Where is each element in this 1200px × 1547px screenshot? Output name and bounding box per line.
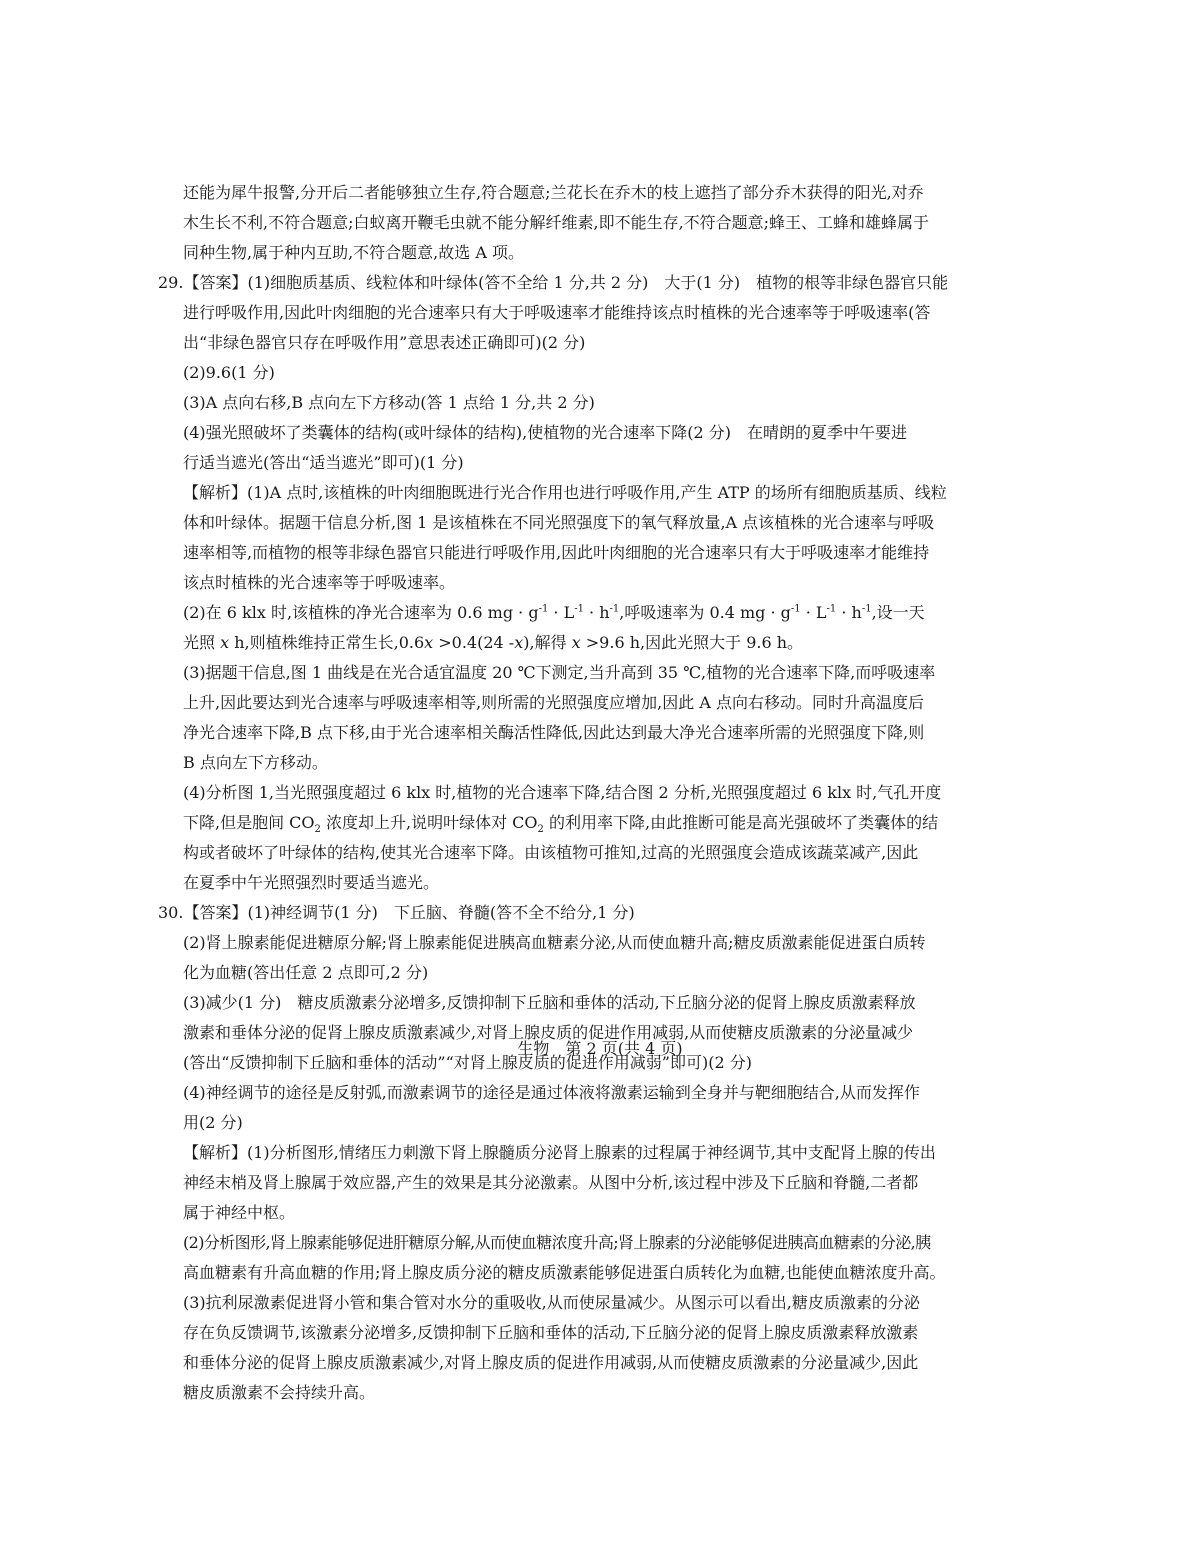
page-footer: 生物 第 2 页(共 4 页) [517, 1039, 683, 1058]
q29-answer-line: (3)A 点向右移,B 点向左下方移动(答 1 点给 1 分,共 2 分) [183, 393, 595, 412]
q30-analysis-line: 神经末梢及肾上腺属于效应器,产生的效果是其分泌激素。从图中分析,该过程中涉及下丘脑和脊髓,二者都 [183, 1173, 919, 1192]
variable-x: x [220, 633, 230, 652]
q30-answer-line: 激素和垂体分泌的促肾上腺皮质激素减少,对肾上腺皮质的促进作用减弱,从而使糖皮质激素的分泌量减少 [183, 1023, 914, 1042]
text-run: ),解得 [523, 633, 572, 652]
text-run: · h [583, 603, 610, 622]
q30-analysis-line: 【解析】(1)分析图形,情绪压力刺激下肾上腺髓质分泌肾上腺素的过程属于神经调节,其中支配肾上腺的传出 [183, 1143, 936, 1162]
q30-answer-line: 用(2 分) [183, 1113, 243, 1132]
q29-answer-line: 29.【答案】(1)细胞质基质、线粒体和叶绿体(答不全给 1 分,共 2 分) 大于(1 分) 植物的根等非绿色器官只能 [158, 273, 949, 292]
q29-analysis-line: 体和叶绿体。据题干信息分析,图 1 是该植株在不同光照强度下的氧气释放量,A 点该植株的光合速率与呼吸 [183, 513, 935, 532]
q29-analysis-line: 构或者破坏了叶绿体的结构,使其光合速率下降。由该植物可推知,过高的光照强度会造成该蔬菜减产,因此 [183, 843, 919, 862]
text-run: >0.4(24 - [433, 633, 515, 652]
q29-analysis-line [183, 598, 1023, 628]
superscript: -1 [574, 603, 584, 615]
q30-analysis-line: (3)抗利尿激素促进肾小管和集合管对水分的重吸收,从而使尿量减少。从图示可以看出,糖皮质激素的分泌 [183, 1293, 920, 1312]
q29-analysis-line [183, 628, 1023, 658]
text-run: · L [548, 603, 575, 622]
q29-answer-line: 出“非绿色器官只存在呼吸作用”意思表述正确即可)(2 分) [183, 333, 586, 352]
q29-analysis-line: 速率相等,而植物的根等非绿色器官只能进行呼吸作用,因此叶肉细胞的光合速率只有大于呼吸速率才能维持 [183, 543, 930, 562]
text-run: h,则植株维持正常生长,0.6 [229, 633, 425, 652]
text-run: 浓度却上升,说明叶绿体对 CO [320, 813, 538, 832]
superscript: -1 [790, 603, 801, 615]
q29-answer-line: (4)强光照破坏了类囊体的结构(或叶绿体的结构),使植物的光合速率下降(2 分) 在晴朗的夏季中午要进 [183, 423, 907, 442]
q29-analysis-line: 该点时植株的光合速率等于呼吸速率。 [183, 573, 456, 592]
answer-text [158, 178, 1023, 1408]
q30-analysis-line: 糖皮质激素不会持续升高。 [183, 1383, 376, 1402]
superscript: -1 [609, 603, 620, 615]
q30-analysis-line: 属于神经中枢。 [183, 1203, 296, 1222]
q30-analysis-line: (2)分析图形,肾上腺素能够促进肝糖原分解,从而使血糖浓度升高;肾上腺素的分泌能够促进胰高血糖素的分泌,胰 [183, 1233, 931, 1252]
intro-line: 还能为犀牛报警,分开后二者能够独立生存,符合题意;兰花长在乔木的枝上遮挡了部分乔木获得的阳光,对乔 [183, 183, 924, 202]
variable-x: x [514, 633, 524, 652]
q29-answer-line: 进行呼吸作用,因此叶肉细胞的光合速率只有大于呼吸速率才能维持该点时植株的光合速率等于呼吸速率(答 [183, 303, 931, 322]
q29-analysis-line [183, 808, 1023, 838]
superscript: -1 [861, 603, 872, 615]
subscript: 2 [537, 824, 544, 836]
subscript: 2 [314, 824, 321, 836]
text-run: · L [800, 603, 827, 622]
q29-analysis-line: 在夏季中午光照强烈时要适当遮光。 [183, 873, 440, 892]
intro-line: 木生长不利,不符合题意;白蚁离开鞭毛虫就不能分解纤维素,即不能生存,不符合题意;蜂王、工蜂和雄蜂属于 [183, 213, 930, 232]
q30-answer-line: 30.【答案】(1)神经调节(1 分) 下丘脑、脊髓(答不全不给分,1 分) [158, 903, 635, 922]
q30-answer-line: (4)神经调节的途径是反射弧,而激素调节的途径是通过体液将激素运输到全身并与靶细胞结合,从而发挥作 [183, 1083, 920, 1102]
variable-x: x [571, 633, 581, 652]
variable-x: x [424, 633, 434, 652]
q30-answer-line: (答出“反馈抑制下丘脑和垂体的活动”“对肾上腺皮质的促进作用减弱”即可)(2 分) [183, 1053, 752, 1072]
text-run: ,呼吸速率为 0.4 mg · g [619, 603, 791, 622]
q29-analysis-line: 净光合速率下降,B 点下移,由于光合速率相关酶活性降低,因此达到最大净光合速率所需的光照强度下降,则 [183, 723, 925, 742]
text-run: · h [836, 603, 862, 622]
text-run: (2)在 6 klx 时,该植株的净光合速率为 0.6 mg · g [183, 603, 539, 622]
q29-answer-line: 行适当遮光(答出“适当遮光”即可)(1 分) [183, 453, 464, 472]
q29-analysis-line: 上升,因此要达到光合速率与呼吸速率相等,则所需的光照强度应增加,因此 A 点向右移动。同时升高温度后 [183, 693, 924, 712]
text-run: >9.6 h,因此光照大于 9.6 h。 [580, 633, 804, 652]
q30-answer-line: (2)肾上腺素能促进糖原分解;肾上腺素能促进胰高血糖素分泌,从而使血糖升高;糖皮质激素能促进蛋白质转 [183, 933, 926, 952]
q30-answer-line: 化为血糖(答出任意 2 点即可,2 分) [183, 963, 429, 982]
text-run: 下降,但是胞间 CO [183, 813, 315, 832]
q30-analysis-line: 存在负反馈调节,该激素分泌增多,反馈抑制下丘脑和垂体的活动,下丘脑分泌的促肾上腺皮质激素释放激素 [183, 1323, 919, 1342]
q29-analysis-line: (4)分析图 1,当光照强度超过 6 klx 时,植物的光合速率下降,结合图 2 分析,光照强度超过 6 klx 时,气孔开度 [183, 783, 942, 802]
q29-answer-line: (2)9.6(1 分) [183, 363, 275, 382]
q30-answer-line: (3)减少(1 分) 糖皮质激素分泌增多,反馈抑制下丘脑和垂体的活动,下丘脑分泌的促肾上腺皮质激素释放 [183, 993, 916, 1012]
intro-line: 同种生物,属于种内互助,不符合题意,故选 A 项。 [183, 243, 524, 262]
q30-analysis-line: 和垂体分泌的促肾上腺皮质激素减少,对肾上腺皮质的促进作用减弱,从而使糖皮质激素的分泌量减少,因此 [183, 1353, 919, 1372]
superscript: -1 [826, 603, 837, 615]
text-run: ,设一天 [871, 603, 925, 622]
q29-analysis-line: 【解析】(1)A 点时,该植株的叶肉细胞既进行光合作用也进行呼吸作用,产生 ATP 的场所有细胞质基质、线粒 [183, 483, 947, 502]
q29-analysis-line: (3)据题干信息,图 1 曲线是在光合适宜温度 20 ℃下测定,当升高到 35 ℃,植物的光合速率下降,而呼吸速率 [183, 663, 936, 682]
q30-analysis-line: 高血糖素有升高血糖的作用;肾上腺皮质分泌的糖皮质激素能够促进蛋白质转化为血糖,也能使血糖浓度升高。 [183, 1263, 946, 1282]
text-run: 光照 [183, 633, 221, 652]
text-run: 的利用率下降,由此推断可能是高光强破坏了类囊体的结 [543, 813, 939, 832]
q29-analysis-line: B 点向左下方移动。 [183, 753, 328, 772]
superscript: -1 [538, 603, 549, 615]
